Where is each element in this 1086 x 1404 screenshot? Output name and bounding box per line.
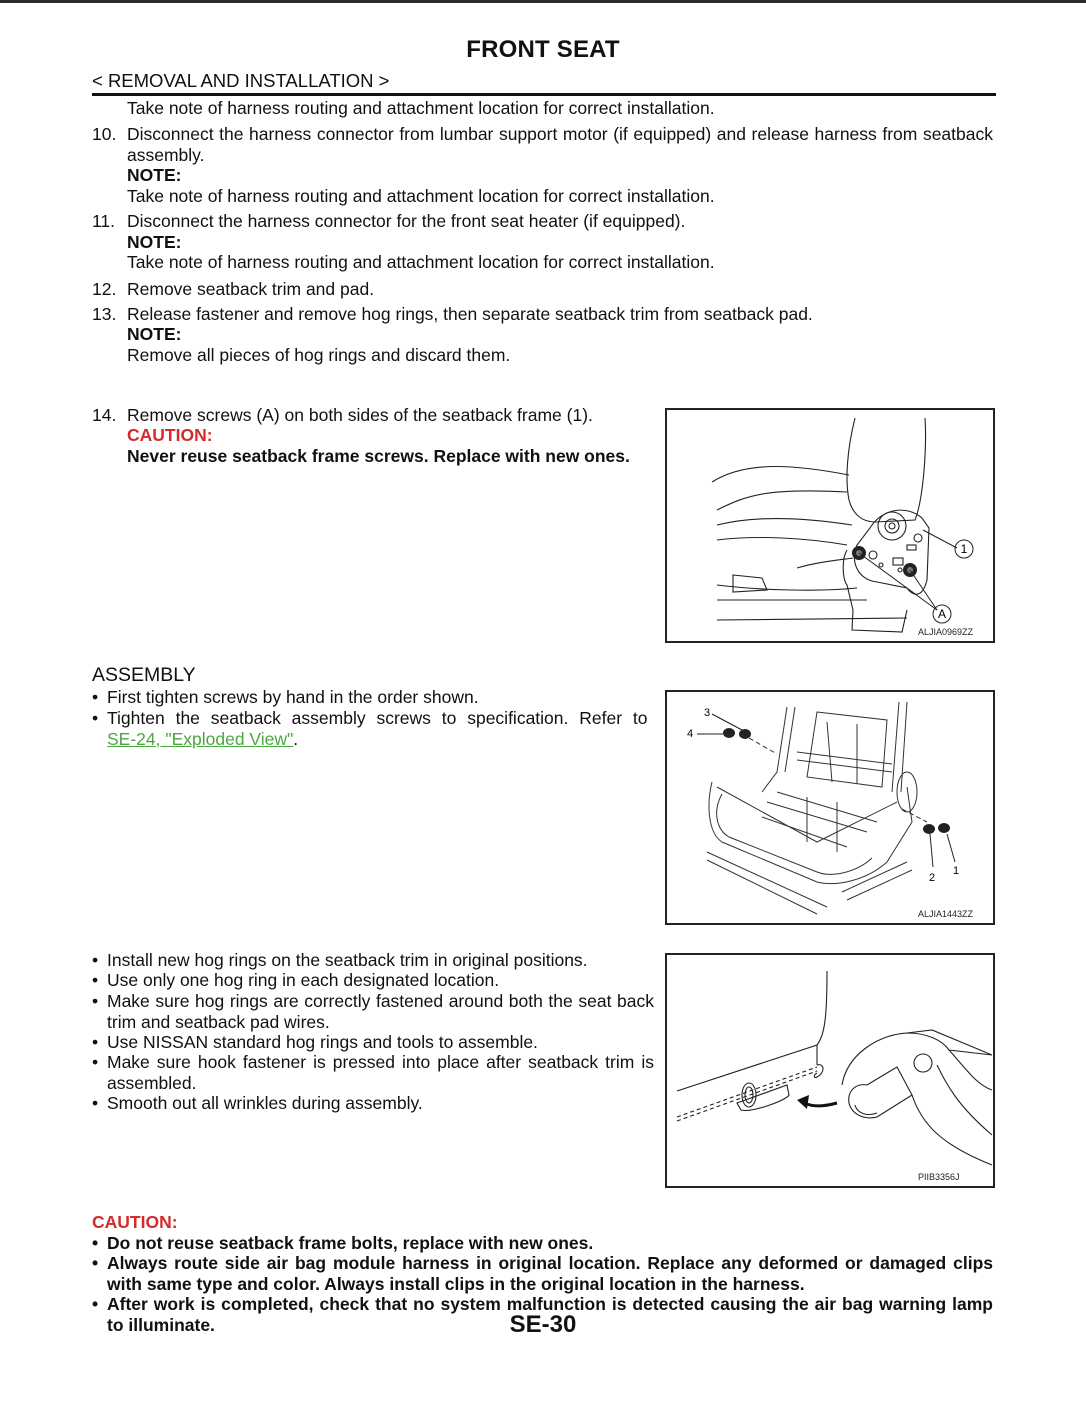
header-rule <box>92 93 996 96</box>
caution-text: After work is completed, check that no system malfunction is detected causing the air bag warning lamp to illuminate. <box>107 1294 993 1335</box>
screw-4 <box>723 728 735 738</box>
seat-frame-illustration <box>667 692 993 923</box>
caution-label: CAUTION: <box>92 1212 178 1232</box>
callout-a: A <box>937 607 947 621</box>
bullet-text: Make sure hook fastener is pressed into place after seatback trim is assembled. <box>107 1052 654 1093</box>
screw-1 <box>938 823 950 833</box>
bullet-glyph: • <box>92 1233 99 1253</box>
assembly-heading: ASSEMBLY <box>92 664 196 686</box>
step-10-note-label: NOTE: <box>127 165 182 185</box>
bullet-text: Use only one hog ring in each designated location. <box>107 970 500 990</box>
assembly-bullet <box>92 708 654 750</box>
bullet-glyph: • <box>92 970 99 990</box>
step-11-text: Disconnect the harness connector for the front seat heater (if equipped). <box>127 211 686 231</box>
figure-code: ALJIA1443ZZ <box>918 909 974 919</box>
page-top-border <box>0 0 1086 3</box>
callout-4: 4 <box>687 728 694 740</box>
bullet-glyph: • <box>92 1093 99 1113</box>
step-13-number: 13. <box>92 304 117 324</box>
bullet-text: Smooth out all wrinkles during assembly. <box>107 1093 423 1113</box>
bullet-text: Make sure hog rings are correctly fastened around both the seat back trim and seatback pad wires. <box>107 991 654 1032</box>
bullet-link-line <box>107 729 298 750</box>
step-12-text: Remove seatback trim and pad. <box>127 279 375 299</box>
figure-code: PIIB3356J <box>918 1172 960 1182</box>
step-13-text: Release fastener and remove hog rings, then separate seatback trim from seatback pad. <box>127 304 813 324</box>
step-14-caution-text: Never reuse seatback frame screws. Replace with new ones. <box>127 446 630 466</box>
page-title: FRONT SEAT <box>466 36 620 63</box>
figure-tightening-order <box>665 690 995 925</box>
step-10-number: 10. <box>92 124 117 144</box>
carryover-note: Take note of harness routing and attachment location for correct installation. <box>127 98 715 118</box>
step-14-text: Remove screws (A) on both sides of the seatback frame (1). <box>127 405 593 425</box>
bullet-glyph: • <box>92 1294 99 1314</box>
bullet-glyph: • <box>92 1052 99 1072</box>
bullet-text: First tighten screws by hand in the order shown. <box>107 687 479 707</box>
step-11-note: Take note of harness routing and attachment location for correct installation. <box>127 252 715 272</box>
figure-seatback-frame-screws <box>665 408 995 643</box>
step-11-note-label: NOTE: <box>127 232 182 252</box>
step-13-note-label: NOTE: <box>127 324 182 344</box>
page-number: SE-30 <box>509 1311 577 1338</box>
bullet-glyph: • <box>92 950 99 970</box>
callout-1: 1 <box>960 542 968 556</box>
section-header: < REMOVAL AND INSTALLATION > <box>92 70 390 91</box>
exploded-view-link[interactable]: SE-24, "Exploded View" <box>107 728 294 749</box>
step-14-number: 14. <box>92 405 117 425</box>
callout-3: 3 <box>704 707 711 719</box>
step-12-number: 12. <box>92 279 117 299</box>
bullet-link-period: . <box>293 728 299 749</box>
bullet-glyph: • <box>92 1032 99 1052</box>
bullet-glyph: • <box>92 687 99 707</box>
callout-1: 1 <box>953 865 960 877</box>
bullet-text: Use NISSAN standard hog rings and tools to assemble. <box>107 1032 538 1052</box>
callout-2: 2 <box>929 872 936 884</box>
caution-text: Always route side air bag module harness in original location. Replace any deformed or damaged clips with same type and color. Always install clips in the original location in the harness. <box>107 1253 993 1294</box>
bullet-glyph: • <box>92 1253 99 1273</box>
figure-code: ALJIA0969ZZ <box>918 627 974 637</box>
seat-side-illustration <box>667 410 993 641</box>
figure-hog-ring-install <box>665 953 995 1188</box>
screw-3 <box>739 729 751 739</box>
screw-2 <box>923 824 935 834</box>
step-11-number: 11. <box>92 211 116 231</box>
direction-arrow <box>797 1095 837 1109</box>
bullet-glyph: • <box>92 991 99 1011</box>
bullet-text: Install new hog rings on the seatback trim in original positions. <box>107 950 588 970</box>
bullet-glyph: • <box>92 708 99 728</box>
hog-ring-illustration <box>667 955 993 1186</box>
step-13-note: Remove all pieces of hog rings and discard them. <box>127 345 511 365</box>
step-10-note: Take note of harness routing and attachment location for correct installation. <box>127 186 715 206</box>
bullet-text: Tighten the seatback assembly screws to specification. Refer to <box>107 708 648 728</box>
step-14-caution-label: CAUTION: <box>127 425 213 445</box>
step-10-text: Disconnect the harness connector from lumbar support motor (if equipped) and release harness from seatback assembly. <box>127 124 993 165</box>
caution-text: Do not reuse seatback frame bolts, replace with new ones. <box>107 1233 594 1253</box>
